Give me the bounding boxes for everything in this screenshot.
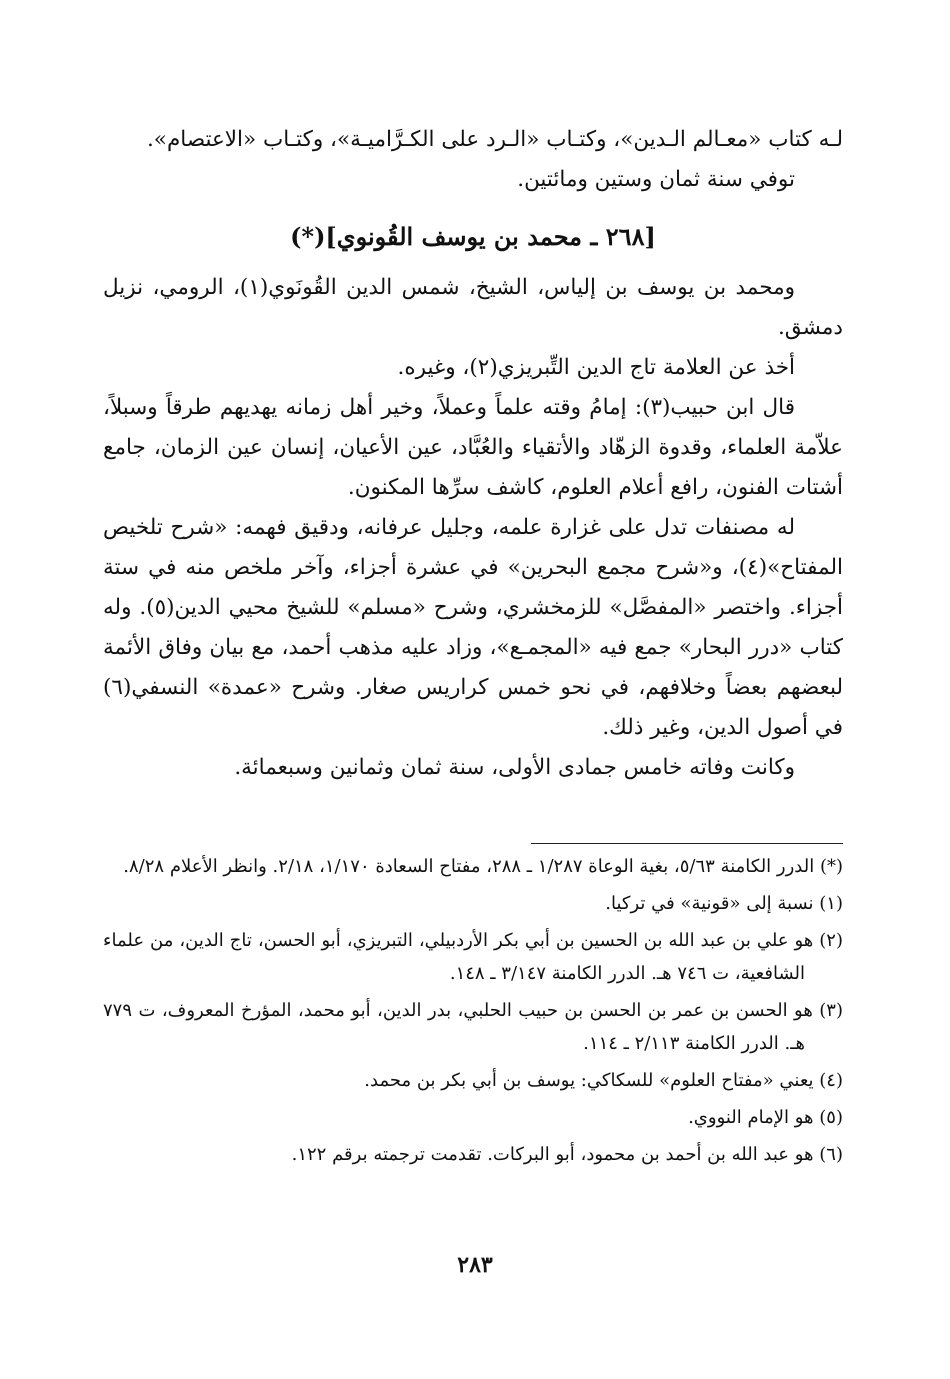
paragraph-name: ومحمد بن يوسف بن إلياس، الشيخ، شمس الدين القُونَوي(١)، الرومي، نزيل دمشق. [103, 275, 843, 340]
footnote-4: (٤) يعني «مفتاح العلوم» للسكاكي: يوسف بن أبي بكر بن محمد. [364, 1070, 843, 1091]
footnote-2: (٢) هو علي بن عبد الله بن الحسين بن أبي بكر الأردبيلي، التبريزي، أبو الحسن، تاج الدين، من علماء الشافعية، ت ٧٤٦ هـ. الدرر الكامنة ٣/١٤٧ ـ ١٤٨. [103, 930, 843, 984]
footnote-1: (١) نسبة إلى «قونية» في تركيا. [605, 893, 843, 914]
paragraph-death-date: توفي سنة ثمان وستين ومائتين. [517, 167, 795, 192]
paragraph-praise: قال ابن حبيب(٣): إمامُ وقته علماً وعملاً، وخير أهل زمانه يهديهم طرقاً وسبلاً، علاّمة العلماء، وقدوة الزهّاد والأتقياء والعُبَّاد، عين الأعيان، إنسان عين الزمان، جامع أشتات الفنون، رافع أعلام العلوم، كاشف سرِّها المكنون. [103, 395, 843, 500]
main-text [103, 120, 843, 788]
footnote-5: (٥) هو الإمام النووي. [688, 1107, 843, 1128]
paragraph-teacher: أخذ عن العلامة تاج الدين التِّبريزي(٢)، وغيره. [397, 355, 795, 380]
paragraph-death: وكانت وفاته خامس جمادى الأولى، سنة ثمان وثمانين وسبعمائة. [234, 755, 795, 780]
page-number: ٢٨٣ [457, 1252, 493, 1278]
footnotes [103, 850, 843, 1175]
footnote-divider [531, 843, 843, 844]
footnote-star: (*) الدرر الكامنة ٥/٦٣، بغية الوعاة ١/٢٨٧ ـ ٢٨٨، مفتاح السعادة ١/١٧٠، ٢/١٨. وانظر الأعلام ٨/٢٨. [123, 856, 843, 877]
footnote-3: (٣) هو الحسن بن عمر بن الحسن بن حبيب الحلبي، بدر الدين، أبو محمد، المؤرخ المعروف، ت ٧٧٩ هـ. الدرر الكامنة ٢/١١٣ ـ ١١٤. [103, 1000, 843, 1054]
entry-title: [٢٦٨ ـ محمد بن يوسف القُونوي](*) [290, 222, 656, 251]
paragraph-works: له مصنفات تدل على غزارة علمه، وجليل عرفانه، ودقيق فهمه: «شرح تلخيص المفتاح»(٤)، و«شرح مجمع البحرين» في عشرة أجزاء، وآخر ملخص منه في ستة أجزاء. واختصر «المفصَّل» للزمخشري، وشرح «مسلم» للشيخ محيي الدين(٥). وله كتاب «درر البحار» جمع فيه «المجمـع»، وزاد عليه مذهب أحمد، مع بيان وفاق الأئمة لبعضهم بعضاً وخلافهم، في نحو خمس كراريس صغار. وشرح «عمدة» النسفي(٦) في أصول الدين، وغير ذلك. [103, 515, 843, 740]
paragraph-works-list: لـه كتاب «معـالم الـدين»، وكتـاب «الـرد على الكـرَّاميـة»، وكتـاب «الاعتصام». [146, 127, 843, 152]
footnote-6: (٦) هو عبد الله بن أحمد بن محمود، أبو البركات. تقدمت ترجمته برقم ١٢٢. [291, 1144, 843, 1165]
